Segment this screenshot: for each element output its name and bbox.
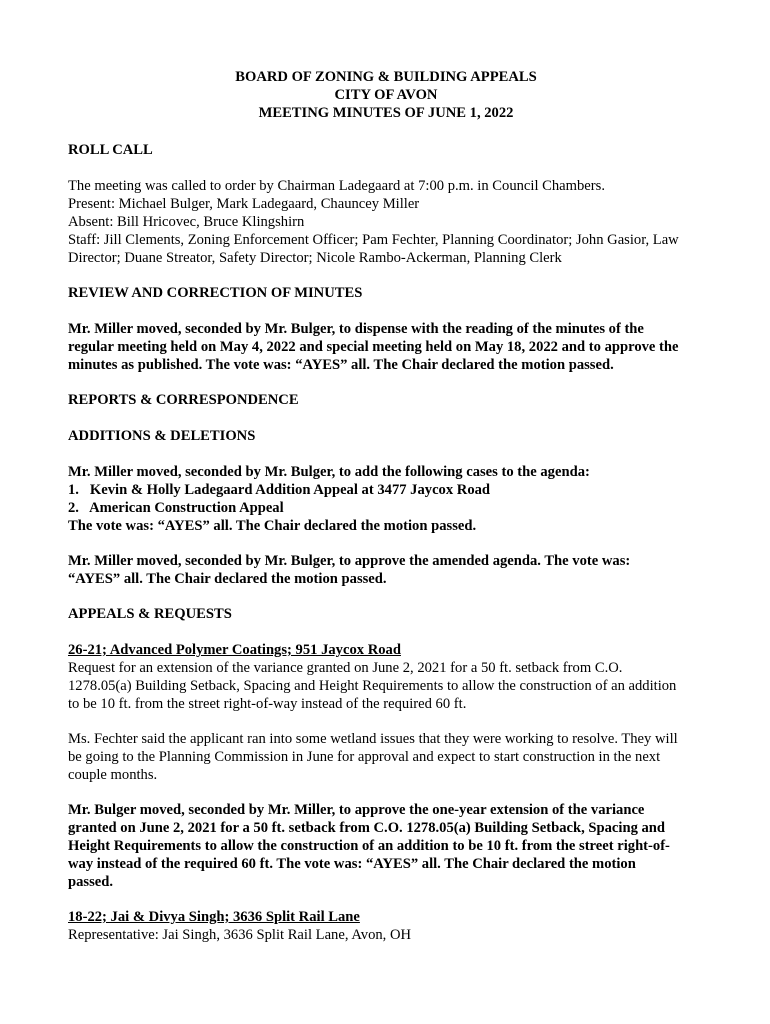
motion-line: Mr. Miller moved, seconded by Mr. Bulger, to approve the amended agenda. The vote was:	[68, 553, 631, 569]
case-discussion	[68, 730, 704, 784]
discussion-line: couple months.	[68, 767, 158, 783]
roll-call-line: The meeting was called to order by Chairman Ladegaard at 7:00 p.m. in Council Chambers.	[68, 178, 605, 194]
motion-line: Mr. Miller moved, seconded by Mr. Bulger, to dispense with the reading of the minutes of the	[68, 321, 644, 337]
agenda-item: 1. Kevin & Holly Ladegaard Addition Appeal at 3477 Jaycox Road	[68, 482, 491, 498]
case-request	[68, 641, 704, 713]
request-line: Request for an extension of the variance granted on June 2, 2021 for a 50 ft. setback from C.O.	[68, 660, 623, 676]
case-title: 18-22; Jai & Divya Singh; 3636 Split Rail Lane	[68, 909, 360, 925]
review-minutes-heading: REVIEW AND CORRECTION OF MINUTES	[68, 285, 363, 301]
roll-call-line: Director; Duane Streator, Safety Director; Nicole Rambo-Ackerman, Planning Clerk	[68, 250, 562, 266]
motion-line: passed.	[68, 874, 114, 890]
roll-call-paragraph	[68, 177, 704, 267]
request-line: to be 10 ft. from the street right-of-way instead of the required 60 ft.	[68, 696, 467, 712]
additions-motion	[68, 463, 704, 535]
review-minutes-motion	[68, 320, 704, 374]
representative-line: Representative: Jai Singh, 3636 Split Rail Lane, Avon, OH	[68, 927, 412, 943]
discussion-line: Ms. Fechter said the applicant ran into some wetland issues that they were working to resolve. They will	[68, 731, 678, 747]
case-title: 26-21; Advanced Polymer Coatings; 951 Jaycox Road	[68, 642, 401, 658]
motion-line: Height Requirements to allow the construction of an addition to be 10 ft. from the street right-of-	[68, 838, 670, 854]
appeals-heading: APPEALS & REQUESTS	[68, 606, 232, 622]
additions-heading: ADDITIONS & DELETIONS	[68, 428, 256, 444]
roll-call-line: Present: Michael Bulger, Mark Ladegaard, Chauncey Miller	[68, 196, 420, 212]
case-request	[68, 908, 704, 944]
minutes-page	[68, 68, 704, 961]
motion-line: regular meeting held on May 4, 2022 and special meeting held on May 18, 2022 and to approve the	[68, 339, 679, 355]
meeting-title: MEETING MINUTES OF JUNE 1, 2022	[258, 105, 514, 121]
motion-line: minutes as published. The vote was: “AYES” all. The Chair declared the motion passed.	[68, 357, 614, 373]
motion-line: The vote was: “AYES” all. The Chair declared the motion passed.	[68, 518, 477, 534]
case-motion	[68, 801, 704, 891]
discussion-line: be going to the Planning Commission in June for approval and expect to start construction in the next	[68, 749, 661, 765]
motion-line: granted on June 2, 2021 for a 50 ft. setback from C.O. 1278.05(a) Building Setback, Spacing and	[68, 820, 666, 836]
motion-line: Mr. Miller moved, seconded by Mr. Bulger, to add the following cases to the agenda:	[68, 464, 590, 480]
roll-call-heading: ROLL CALL	[68, 142, 153, 158]
document-header	[68, 68, 704, 122]
motion-line: Mr. Bulger moved, seconded by Mr. Miller, to approve the one-year extension of the variance	[68, 802, 645, 818]
motion-line: way instead of the required 60 ft. The vote was: “AYES” all. The Chair declared the motion	[68, 856, 636, 872]
reports-heading: REPORTS & CORRESPONDENCE	[68, 392, 299, 408]
amended-agenda-motion	[68, 552, 704, 588]
board-title: BOARD OF ZONING & BUILDING APPEALS	[235, 69, 537, 85]
city-title: CITY OF AVON	[334, 87, 438, 103]
agenda-item: 2. American Construction Appeal	[68, 500, 284, 516]
roll-call-line: Staff: Jill Clements, Zoning Enforcement Officer; Pam Fechter, Planning Coordinator; John Gasior, Law	[68, 232, 679, 248]
request-line: 1278.05(a) Building Setback, Spacing and Height Requirements to allow the construction of an addition	[68, 678, 677, 694]
roll-call-line: Absent: Bill Hricovec, Bruce Klingshirn	[68, 214, 305, 230]
motion-line: “AYES” all. The Chair declared the motion passed.	[68, 571, 387, 587]
